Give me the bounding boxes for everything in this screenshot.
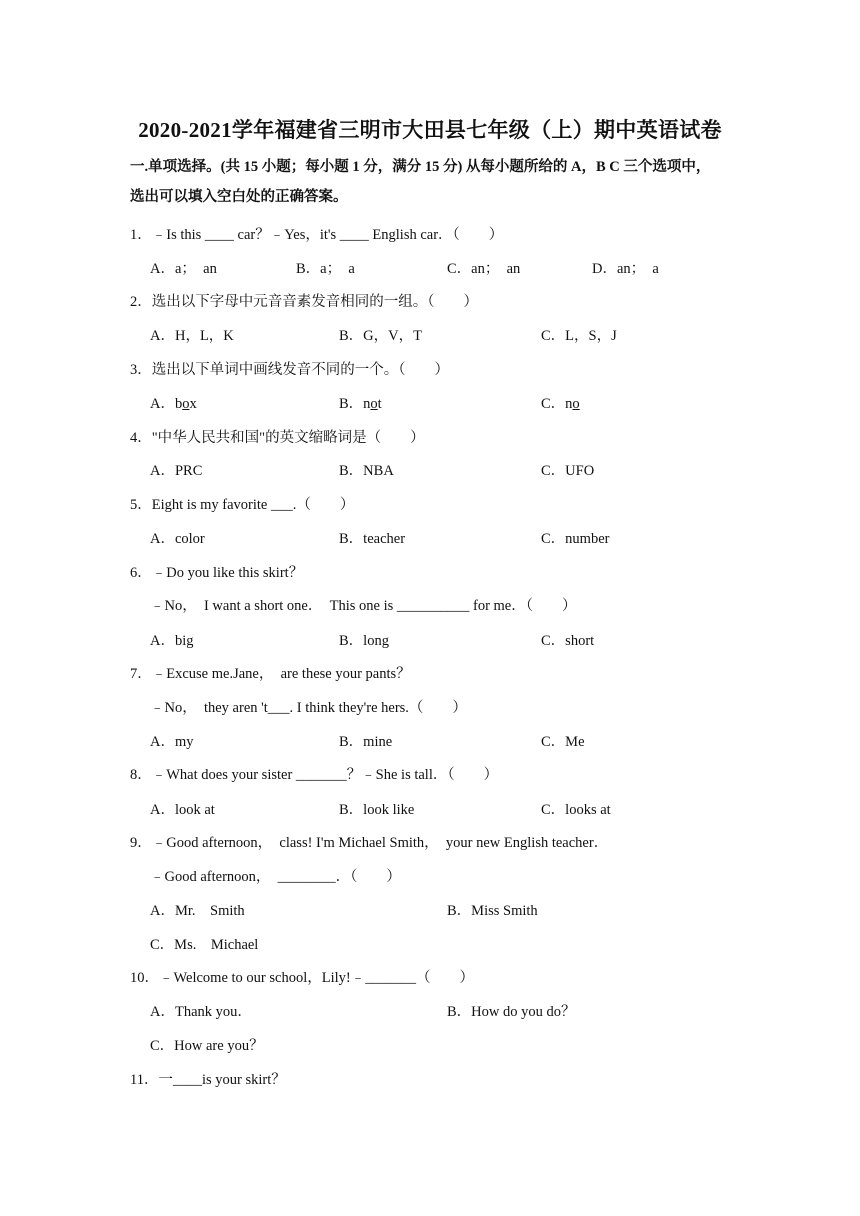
underlined-letter: o <box>182 396 190 412</box>
section-heading-line-1: 一.单项选择。(共 15 小题；每小题 1 分，满分 15 分) 从每小题所给的 A，B C 三个选项中， <box>130 159 711 175</box>
question-6-stem: 6．﹣Do you like this skirt？ <box>130 565 304 581</box>
question-9-option-c: C．Ms. Michael <box>150 937 259 953</box>
question-10-option-a: A．Thank you． <box>150 1004 252 1020</box>
question-7-stem-continued: ﹣No， they aren 't___. I think they're hers.（ ） <box>150 700 467 716</box>
question-2-option-b: B．G，V，T <box>339 328 422 344</box>
question-8-option-c: C．looks at <box>541 802 611 818</box>
question-7-option-b: B．mine <box>339 734 393 750</box>
question-1-option-a: A．a； an <box>150 261 217 277</box>
question-4-option-a: A．PRC <box>150 463 203 479</box>
question-6-stem-continued: ﹣No， I want a short one． This one is __________ for me．（ ） <box>150 598 577 614</box>
question-7-option-a: A．my <box>150 734 194 750</box>
question-9-stem: 9．﹣Good afternoon， class! I'm Michael Smith， your new English teacher． <box>130 835 609 851</box>
question-2-option-a: A．H，L，K <box>150 328 234 344</box>
question-4-option-b: B．NBA <box>339 463 394 479</box>
section-heading <box>130 152 730 212</box>
question-3-stem: 3．选出以下单词中画线发音不同的一个。（ ） <box>130 362 449 378</box>
question-9-option-a: A．Mr. Smith <box>150 903 245 919</box>
question-6-option-a: A．big <box>150 633 194 649</box>
underlined-letter: o <box>572 396 580 412</box>
question-8-option-b: B．look like <box>339 802 415 818</box>
question-9-stem-continued: ﹣Good afternoon， ________．（ ） <box>150 869 401 885</box>
question-3-option-b: B．not <box>339 396 382 412</box>
question-10-stem: 10．﹣Welcome to our school，Lily!﹣_______（ ） <box>130 970 474 986</box>
question-5-option-a: A．color <box>150 531 205 547</box>
question-9-option-b: B．Miss Smith <box>447 903 538 919</box>
question-7-stem: 7．﹣Excuse me.Jane， are these your pants？ <box>130 666 411 682</box>
question-4-option-c: C．UFO <box>541 463 595 479</box>
question-6-option-c: C．short <box>541 633 595 649</box>
question-5-option-b: B．teacher <box>339 531 406 547</box>
question-7-option-c: C．Me <box>541 734 585 750</box>
question-5-stem: 5．Eight is my favorite ___.（ ） <box>130 497 355 513</box>
question-8-option-a: A．look at <box>150 802 215 818</box>
question-10-option-b: B．How do you do？ <box>447 1004 576 1020</box>
underlined-letter: o <box>370 396 378 412</box>
question-1-option-d: D．an； a <box>592 261 659 277</box>
question-3-option-c: C．no <box>541 396 580 412</box>
question-8-stem: 8．﹣What does your sister _______？﹣She is tall．（ ） <box>130 767 499 783</box>
question-2-option-c: C．L，S，J <box>541 328 617 344</box>
question-6-option-b: B．long <box>339 633 389 649</box>
question-10-option-c: C．How are you？ <box>150 1038 264 1054</box>
question-11-stem: 11．一____is your skirt？ <box>130 1072 286 1088</box>
question-5-option-c: C．number <box>541 531 610 547</box>
question-1-option-c: C．an； an <box>447 261 521 277</box>
question-3-option-a: A．box <box>150 396 197 412</box>
section-heading-line-2: 选出可以填入空白处的正确答案。 <box>130 189 348 205</box>
question-4-stem: 4．"中华人民共和国"的英文缩略词是（ ） <box>130 430 425 446</box>
question-1-stem: 1．﹣Is this ____ car？﹣Yes，it's ____ English car．（ ） <box>130 227 504 243</box>
question-2-stem: 2．选出以下字母中元音音素发音相同的一组。（ ） <box>130 294 478 310</box>
question-1-option-b: B．a； a <box>296 261 355 277</box>
page-title: 2020-2021学年福建省三明市大田县七年级（上）期中英语试卷 <box>138 118 722 142</box>
